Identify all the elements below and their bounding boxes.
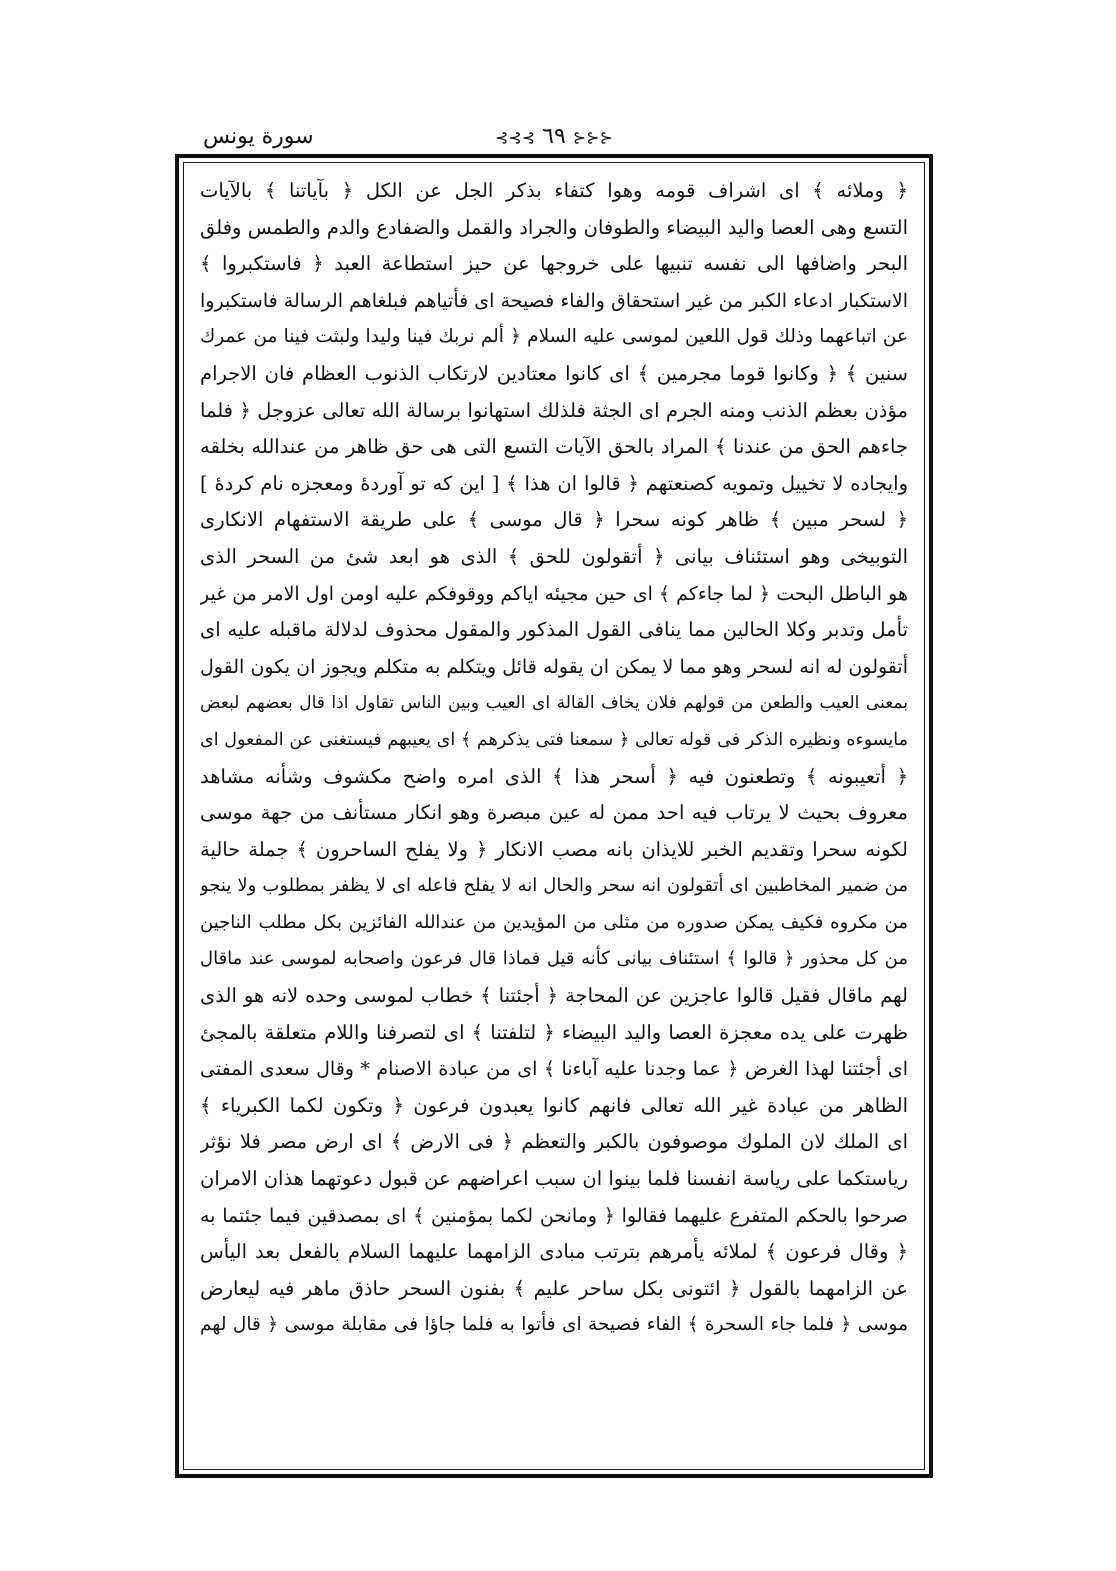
text-line: عن الزامهما بالقول ﴿ ائتونى بكل ساحر عليم ﴾ بفنون السحر حاذق ماهر فيه ليعارض — [200, 1276, 908, 1300]
text-line: رياستكما على رياسة انفسنا فلما بينوا ان سبب اعراضهم عن قبول دعوتهما هذان الامران — [200, 1167, 908, 1191]
text-line: بمعنى العيب والطعن من قولهم فلان يخاف القالة اى العيب وبين الناس تقاول اذا قال بعضهم لبعض — [200, 693, 908, 714]
text-line: ﴿ وملائه ﴾ اى اشراف قومه وهوا كتفاء بذكر الجل عن الكل ﴿ بآياتنا ﴾ بالآيات — [200, 179, 908, 202]
text-line: وايجاده لا تخييل وتمويه كصنعتهم ﴿ قالوا ان هذا ﴾ [ اين كه تو آوردهٔ ومعجزه نام كردهٔ ] — [200, 471, 908, 495]
page-frame-inner — [183, 162, 925, 1470]
text-line: اى أجئتنا لهذا الغرض ﴿ عما وجدنا عليه آباءنا ﴾ اى من عبادة الاصنام * وقال سعدى المفتى — [200, 1058, 908, 1081]
text-line: هو الباطل البحت ﴿ لما جاءكم ﴾ اى حين مجيئه اياكم ووقوفكم عليه اومن اول الامر من غير — [200, 582, 908, 605]
text-line: لهم ماقال فقيل قالوا عاجزين عن المحاجة ﴿ أجئتنا ﴾ خطاب لموسى وحده لانه هو الذى — [200, 984, 908, 1008]
text-line: جاءهم الحق من عندنا ﴾ المراد بالحق الآيات التسع التى هى حق ظاهر من عندالله بخلقه — [200, 435, 908, 459]
text-line: موسى ﴿ فلما جاء السحرة ﴾ الفاء فصيحة اى فأتوا به فلما جاؤا فى مقابلة موسى ﴿ قال لهم — [200, 1314, 908, 1336]
text-line: ظهرت على يده معجزة العصا واليد البيضاء ﴿ لتلفتنا ﴾ اى لتصرفنا واللام متعلقة بالمجئ — [200, 1020, 908, 1044]
text-line: البحر واضافها الى نفسه تنبيها على خروجها عن حيز استطاعة العبد ﴿ فاستكبروا ﴾ — [200, 252, 908, 276]
text-line: الاستكبار ادعاء الكبر من غير استحقاق والفاء فصيحة اى فأتياهم فبلغاهم الرسالة فاستكبروا — [200, 289, 908, 312]
text-line: من مكروه فكيف يمكن صدوره من مثلى من المؤيدين من عندالله الفائزين بكل مطلب الناجين — [200, 911, 908, 933]
page-header — [175, 122, 933, 152]
text-line: الظاهر من عبادة غير الله تعالى فانهم كانوا يعبدون فرعون ﴿ وتكون لكما الكبرياء ﴾ — [200, 1093, 908, 1117]
right-ornament: ⊱⊱⊱ — [572, 128, 614, 147]
text-line: اى الملك لان الملوك موصوفون بالكبر والتعظم ﴿ فى الارض ﴾ اى ارض مصر فلا نؤثر — [200, 1130, 908, 1154]
page-frame — [175, 154, 933, 1478]
text-line: صرحوا بالحكم المتفرع عليهما فقالوا ﴿ ومانحن لكما بمؤمنين ﴾ اى بمصدقين فيما جئتما به — [200, 1204, 908, 1227]
text-line: التوبيخى وهو استئناف بيانى ﴿ أتقولون للحق ﴾ الذى هو ابعد شئ من السحر الذى — [200, 544, 908, 568]
text-line: ﴿ وقال فرعون ﴾ لملائه يأمرهم بترتب مبادى الزامهما عليهما السلام بالفعل بعد اليأس — [200, 1240, 908, 1264]
text-line: من ضمير المخاطبين اى أتقولون انه سحر والحال انه لا يفلح فاعله اى لا يظفر بمطلوب ولا ينجو — [200, 875, 908, 897]
text-line: مايسوءه ونظيره الذكر فى قوله تعالى ﴿ سمعنا فتى يذكرهم ﴾ اى يعيبهم فيستغنى عن المفعول اى — [200, 729, 908, 750]
text-line: أتقولون له انه لسحر وهو مما لا يمكن ان يقوله قائل ويتكلم به متكلم ويجوز ان يكون القول — [200, 655, 908, 678]
text-line: عن اتباعهما وذلك قول اللعين لموسى عليه السلام ﴿ ألم نربك فينا وليدا ولبثت فينا من عمرك — [200, 326, 908, 348]
text-line: تأمل وتدبر وكلا الحالين مما ينافى القول المذكور والمقول محذوف لدلالة ماقبله عليه اى — [200, 618, 908, 642]
page-number-text: ٦٩ — [542, 124, 566, 149]
surah-title: سورة يونس — [203, 124, 314, 149]
text-line: لكونه سحرا وتقديم الخبر للايذان بانه مصب الانكار ﴿ ولا يفلح الساحرون ﴾ جملة حالية — [200, 837, 908, 861]
text-line: مؤذن بعظم الذنب ومنه الجرم اى الجثة فلذلك استهانوا برسالة الله تعالى عزوجل ﴿ فلما — [200, 398, 908, 422]
commentary-text — [200, 173, 908, 1344]
left-ornament: ⊰⊰⊰ — [494, 128, 536, 147]
text-line: ﴿ أتعيبونه ﴾ وتطعنون فيه ﴿ أسحر هذا ﴾ الذى امره واضح مكشوف وشأنه مشاهد — [200, 764, 908, 788]
text-line: من كل محذور ﴿ قالوا ﴾ استئناف بيانى كأنه قيل فماذا قال فرعون واصحابه لموسى عند ماقال — [200, 948, 908, 970]
text-line: سنين ﴾ ﴿ وكانوا قوما مجرمين ﴾ اى كانوا معتادين لارتكاب الذنوب العظام فان الاجرام — [200, 361, 908, 385]
text-line: ﴿ لسحر مبين ﴾ ظاهر كونه سحرا ﴿ قال موسى ﴾ على طريقة الاستفهام الانكارى — [200, 508, 908, 532]
text-line: معروف بحيث لا يرتاب فيه احد ممن له عين مبصرة وهو انكار مستأنف من جهة موسى — [200, 801, 908, 825]
text-line: التسع وهى العصا واليد البيضاء والطوفان والجراد والقمل والضفادع والدم والطمس وفلق — [200, 215, 908, 239]
